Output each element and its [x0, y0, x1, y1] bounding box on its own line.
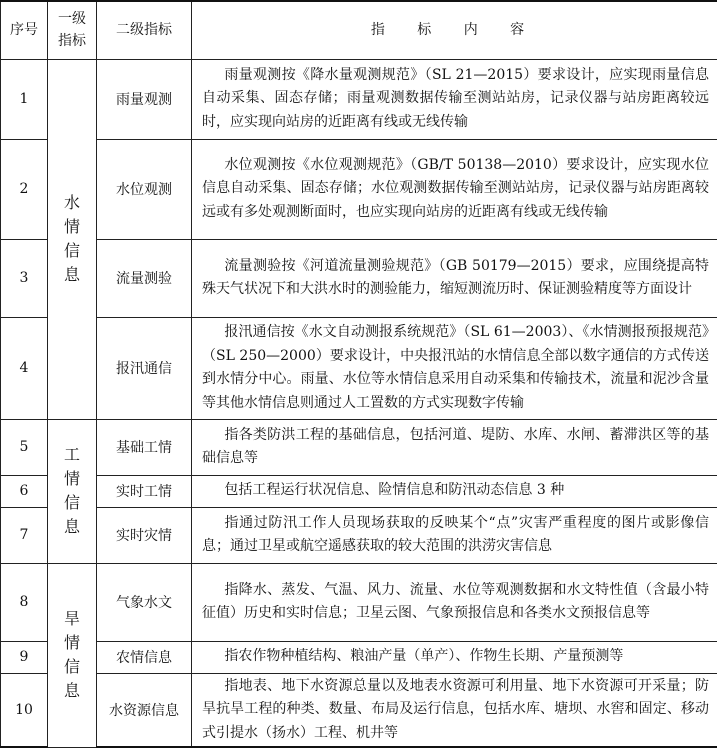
header-row — [1, 1, 717, 59]
header-level1: 一级 指标 — [48, 1, 97, 59]
table-row — [1, 139, 717, 239]
level2-label: 基础工情 — [97, 419, 192, 475]
header-no: 序号 — [1, 1, 48, 59]
header-level2: 二级指标 — [97, 1, 192, 59]
level2-label: 实时工情 — [97, 475, 192, 507]
row-number: 1 — [1, 59, 48, 139]
table-row — [1, 239, 717, 317]
level2-label: 实时灾情 — [97, 507, 192, 563]
content-text: 包括工程运行状况信息、险情信息和防汛动态信息 3 种 — [192, 475, 717, 507]
level2-label: 水资源信息 — [97, 673, 192, 747]
group-label: 旱情信息 — [64, 607, 80, 703]
row-number: 2 — [1, 139, 48, 239]
row-number: 6 — [1, 475, 48, 507]
content-text: 指地表、地下水资源总量以及地表水资源可利用量、地下水资源可开采量；防旱抗旱工程的种类、数量、布局及运行信息，包括水库、塘坝、水窖和固定、移动式引提水（扬水）工程、机井等 — [192, 673, 717, 747]
level2-label: 流量测验 — [97, 239, 192, 317]
content-text: 指农作物种植结构、粮油产量（单产）、作物生长期、产量预测等 — [192, 641, 717, 673]
content-text: 指各类防洪工程的基础信息，包括河道、堤防、水库、水闸、蓄滞洪区等的基础信息等 — [192, 419, 717, 475]
table-row — [1, 563, 717, 641]
row-number: 8 — [1, 563, 48, 641]
group-label: 工情信息 — [64, 443, 80, 539]
row-number: 7 — [1, 507, 48, 563]
group-cell-drought — [48, 563, 97, 747]
table-row — [1, 673, 717, 747]
table-row — [1, 317, 717, 419]
table-row — [1, 641, 717, 673]
level2-label: 雨量观测 — [97, 59, 192, 139]
level2-label: 农情信息 — [97, 641, 192, 673]
content-text: 报汛通信按《水文自动测报系统规范》（SL 61—2003）、《水情测报预报规范》（SL 250—2000）要求设计，中央报汛站的水情信息全部以数字通信的方式传送到水情分中心。雨量、水位等水情信息采用自动采集和传输技术，流量和泥沙含量等其他水情信息则通过人工置数的方式实现数字传输 — [192, 317, 717, 419]
level2-label: 报汛通信 — [97, 317, 192, 419]
content-text: 指降水、蒸发、气温、风力、流量、水位等观测数据和水文特性值（含最小特征值）历史和实时信息；卫星云图、气象预报信息和各类水文预报信息等 — [192, 563, 717, 641]
table-row — [1, 59, 717, 139]
row-number: 3 — [1, 239, 48, 317]
row-number: 5 — [1, 419, 48, 475]
table-row — [1, 419, 717, 475]
group-label: 水情信息 — [64, 191, 80, 287]
table-row — [1, 507, 717, 563]
level2-label: 水位观测 — [97, 139, 192, 239]
table-row — [1, 475, 717, 507]
level2-label: 气象水文 — [97, 563, 192, 641]
content-text: 水位观测按《水位观测规范》（GB/T 50138—2010）要求设计，应实现水位信息自动采集、固态存储；水位观测数据传输至测站站房，记录仪器与站房距离较远或有多处观测断面时，也应实现向站房的近距离有线或无线传输 — [192, 139, 717, 239]
content-text: 雨量观测按《降水量观测规范》（SL 21—2015）要求设计，应实现雨量信息自动采集、固态存储；雨量观测数据传输至测站站房，记录仪器与站房距离较远时，应实现向站房的近距离有线或无线传输 — [192, 59, 717, 139]
content-text: 指通过防汛工作人员现场获取的反映某个“点”灾害严重程度的图片或影像信息；通过卫星或航空遥感获取的较大范围的洪涝灾害信息 — [192, 507, 717, 563]
row-number: 10 — [1, 673, 48, 747]
content-text: 流量测验按《河道流量测验规范》（GB 50179—2015）要求，应围绕提高特殊天气状况下和大洪水时的测验能力，缩短测流历时、保证测验精度等方面设计 — [192, 239, 717, 317]
row-number: 4 — [1, 317, 48, 419]
group-cell-water — [48, 59, 97, 419]
group-cell-works — [48, 419, 97, 563]
row-number: 9 — [1, 641, 48, 673]
header-content: 指 标 内 容 — [192, 1, 717, 59]
